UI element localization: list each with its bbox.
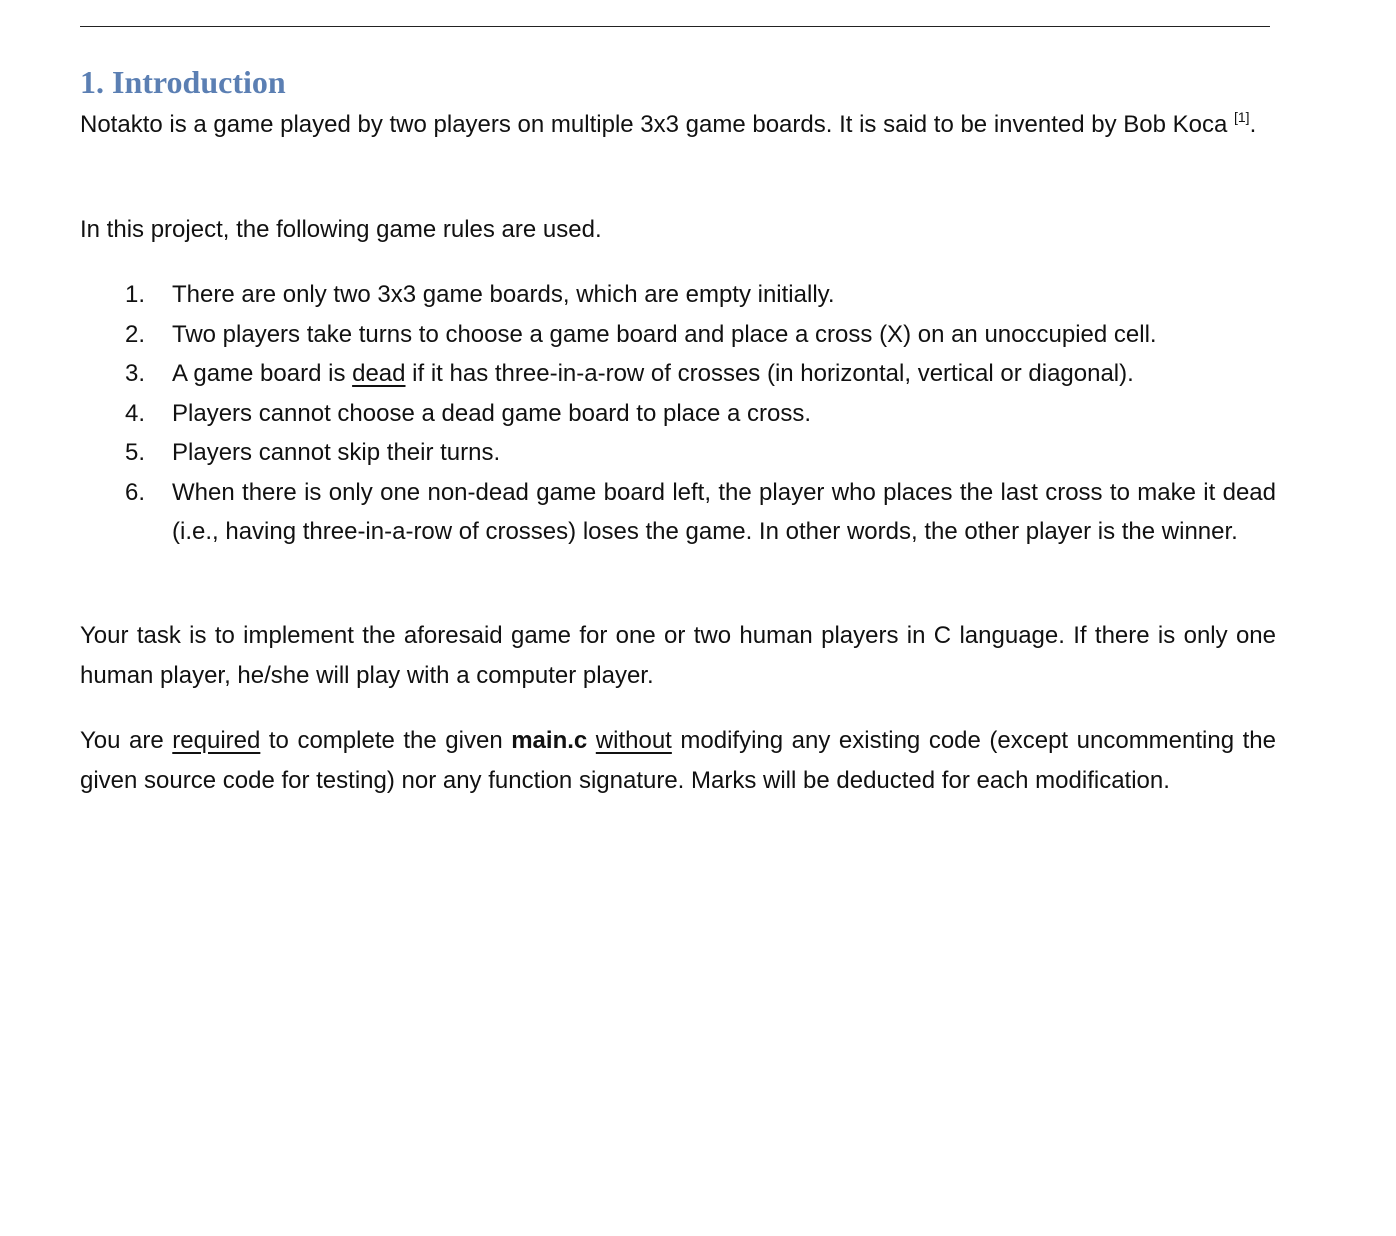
rule-text: There are only two 3x3 game boards, which are empty initially. xyxy=(172,281,835,308)
requirement-paragraph xyxy=(80,721,1276,800)
filename: main.c xyxy=(511,727,588,754)
rule-item xyxy=(80,433,1276,473)
task-paragraph: Your task is to implement the aforesaid game for one or two human players in C language. If there is only one human player, he/she will play with a computer player. xyxy=(80,622,1276,689)
rule-number: 5. xyxy=(125,439,146,466)
intro-end: . xyxy=(1249,111,1257,138)
req-text-3 xyxy=(587,727,596,754)
rule-text: Players cannot choose a dead game board to place a cross. xyxy=(172,399,812,427)
rule-item xyxy=(80,275,1276,315)
req-text-1: You are xyxy=(80,727,173,754)
rule-text: Players cannot skip their turns. xyxy=(172,439,501,466)
rule-number: 3. xyxy=(125,360,146,387)
rule-text-post: if it has three-in-a-row of crosses (in horizontal, vertical or diagonal). xyxy=(405,360,1134,387)
rule-number: 4. xyxy=(125,399,146,427)
rule-item xyxy=(80,473,1276,552)
rule-text: When there is only one non-dead game board left, the player who places the last cross to make it dead (i.e., having three-in-a-row of crosses) loses the game. In other words, the other player is the winner. xyxy=(172,478,1276,545)
top-rule xyxy=(80,26,1270,27)
req-text-4: modifying any existing code (except uncommenting the given source code for testing) nor any function signature. Marks will be deducted for each modification. xyxy=(80,727,1276,794)
rule-number: 1. xyxy=(125,281,146,308)
rules-intro-paragraph: In this project, the following game rules are used. xyxy=(80,216,602,243)
rules-list xyxy=(80,275,1276,552)
intro-text: Notakto is a game played by two players on multiple 3x3 game boards. It is said to be invented by Bob Koca xyxy=(80,111,1228,138)
rule-item xyxy=(80,354,1276,394)
rule-text: Two players take turns to choose a game board and place a cross (X) on an unoccupied cell. xyxy=(172,320,1157,348)
section-heading: 1. Introduction xyxy=(80,64,286,100)
required-term: required xyxy=(172,727,261,754)
rule-item xyxy=(80,394,1276,434)
citation-reference[interactable]: [1] xyxy=(1233,109,1250,125)
rule-text-pre: A game board is xyxy=(172,360,353,387)
dead-term: dead xyxy=(352,360,406,387)
rule-number: 6. xyxy=(125,478,146,506)
req-text-2: to complete the given xyxy=(260,727,512,754)
rule-number: 2. xyxy=(125,320,146,348)
rule-item xyxy=(80,315,1276,355)
intro-paragraph xyxy=(80,105,1276,145)
without-term: without xyxy=(595,727,672,754)
